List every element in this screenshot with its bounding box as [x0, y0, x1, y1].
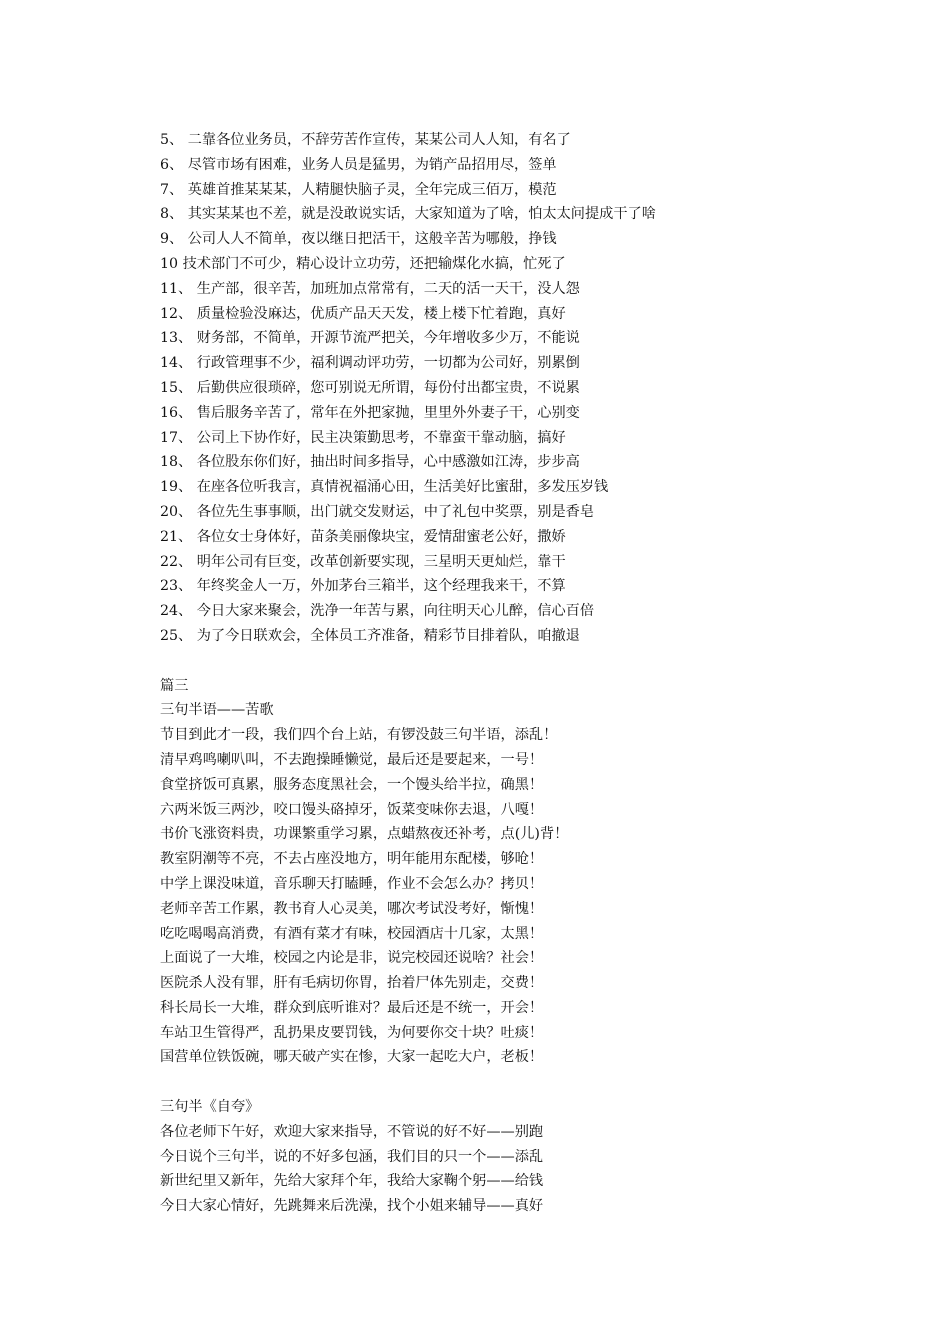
verse-line: 清早鸡鸣喇叭叫，不去跑操睡懒觉，最后还是要起来，一号！: [160, 751, 544, 768]
verse-line: 各位老师下午好，欢迎大家来指导，不管说的好不好——别跑: [160, 1123, 544, 1140]
verse-line: 11、 生产部，很辛苦，加班加点常常有，二天的活一天干，没人怨: [160, 280, 580, 297]
verse-line: 今日说个三句半，说的不好多包涵，我们目的只一个——添乱: [160, 1148, 544, 1165]
verse-line: 车站卫生管得严，乱扔果皮要罚钱，为何要你交十块？吐痰！: [160, 1024, 544, 1041]
verse-line: 18、 各位股东你们好，抽出时间多指导，心中感激如江涛，步步高: [160, 454, 580, 471]
paragraph-gap: [160, 649, 920, 674]
verse-line: 教室阴潮等不亮，不去占座没地方，明年能用东配楼，够呛！: [160, 851, 544, 868]
verse-line: 新世纪里又新年，先给大家拜个年，我给大家鞠个躬——给钱: [160, 1173, 544, 1190]
verse-line: 6、 尽管市场有困难，业务人员是猛男，为销产品招用尽，签单: [160, 156, 557, 173]
verse-line: 10 技术部门不可少，精心设计立功劳，还把输煤化水搞，忙死了: [160, 255, 566, 272]
verse-line: 上面说了一大堆，校园之内论是非，说完校园还说啥？社会！: [160, 950, 544, 967]
verse-line: 12、 质量检验没麻达，优质产品天天发，楼上楼下忙着跑，真好: [160, 305, 566, 322]
section-title: 三句半《自夸》: [160, 1099, 260, 1116]
verse-line: 中学上课没味道，音乐聊天打瞌睡，作业不会怎么办？拷贝！: [160, 875, 544, 892]
verse-line: 食堂挤饭可真累，服务态度黑社会，一个馒头给半拉，确黑！: [160, 776, 544, 793]
verse-line: 25、 为了今日联欢会，全体员工齐准备，精彩节目排着队，咱撤退: [160, 627, 580, 644]
verse-line: 21、 各位女士身体好，苗条美丽像块宝，爱情甜蜜老公好，撒娇: [160, 528, 566, 545]
section-heading: 篇三: [160, 677, 189, 694]
verse-line: 六两米饭三两沙，咬口馒头硌掉牙，饭菜变味你去退，八嘎！: [160, 801, 544, 818]
verse-list-section: [160, 1120, 920, 1219]
verse-line: 16、 售后服务辛苦了，常年在外把家抛，里里外外妻子干，心别变: [160, 404, 580, 421]
verse-line: 14、 行政管理事不少，福利调动评功劳，一切都为公司好，别累倒: [160, 355, 580, 372]
verse-line: 书价飞涨资料贵，功课繁重学习累，点蜡熬夜还补考，点(儿)背！: [160, 826, 569, 843]
verse-line: 13、 财务部，不简单，开源节流严把关，今年增收多少万，不能说: [160, 330, 580, 347]
verse-line: 22、 明年公司有巨变，改革创新要实现，三星明天更灿烂，靠干: [160, 553, 566, 570]
verse-line: 20、 各位先生事事顺，出门就交发财运，中了礼包中奖票，别是香皂: [160, 503, 595, 520]
section-title: 三句半语——苦歌: [160, 702, 274, 719]
verse-line: 9、 公司人人不简单，夜以继日把活干，这般辛苦为哪般，挣钱: [160, 231, 557, 248]
verse-line: 19、 在座各位听我言，真情祝福涌心田，生活美好比蜜甜，多发压岁钱: [160, 479, 609, 496]
paragraph-gap: [160, 1070, 920, 1095]
verse-line: 国营单位铁饭碗，哪天破产实在惨，大家一起吃大户，老板！: [160, 1049, 544, 1066]
verse-line: 23、 年终奖金人一万，外加茅台三箱半，这个经理我来干，不算: [160, 578, 566, 595]
verse-list-section: [160, 128, 920, 649]
verse-line: 5、 二靠各位业务员，不辞劳苦作宣传，某某公司人人知，有名了: [160, 132, 571, 148]
verse-line: 医院杀人没有罪，肝有毛病切你胃，抬着尸体先别走，交费！: [160, 975, 544, 992]
verse-line: 老师辛苦工作累，教书育人心灵美，哪次考试没考好，惭愧！: [160, 900, 544, 917]
verse-line: 吃吃喝喝高消费，有酒有菜才有味，校园酒店十几家，太黑！: [160, 925, 544, 942]
verse-line: 今日大家心情好，先跳舞来后洗澡，找个小姐来辅导——真好: [160, 1198, 544, 1215]
verse-line: 15、 后勤供应很琐碎，您可别说无所谓，每份付出都宝贵，不说累: [160, 379, 580, 396]
verse-line: 节目到此才一段，我们四个台上站，有锣没鼓三句半语，添乱！: [160, 727, 558, 744]
verse-line: 17、 公司上下协作好，民主决策勤思考，不靠蛮干靠动脑，搞好: [160, 429, 566, 446]
verse-line: 8、 其实某某也不差，就是没敢说实话，大家知道为了啥，怕太太问提成干了啥: [160, 206, 656, 223]
verse-line: 7、 英雄首推某某某，人精腿快脑子灵，全年完成三佰万，模范: [160, 181, 557, 198]
verse-list-section: [160, 723, 920, 1070]
verse-line: 科长局长一大堆，群众到底听谁对？最后还是不统一，开会！: [160, 999, 544, 1016]
verse-line: 24、 今日大家来聚会，洗净一年苦与累，向往明天心儿醉，信心百倍: [160, 603, 595, 620]
document-page: [160, 128, 920, 1219]
